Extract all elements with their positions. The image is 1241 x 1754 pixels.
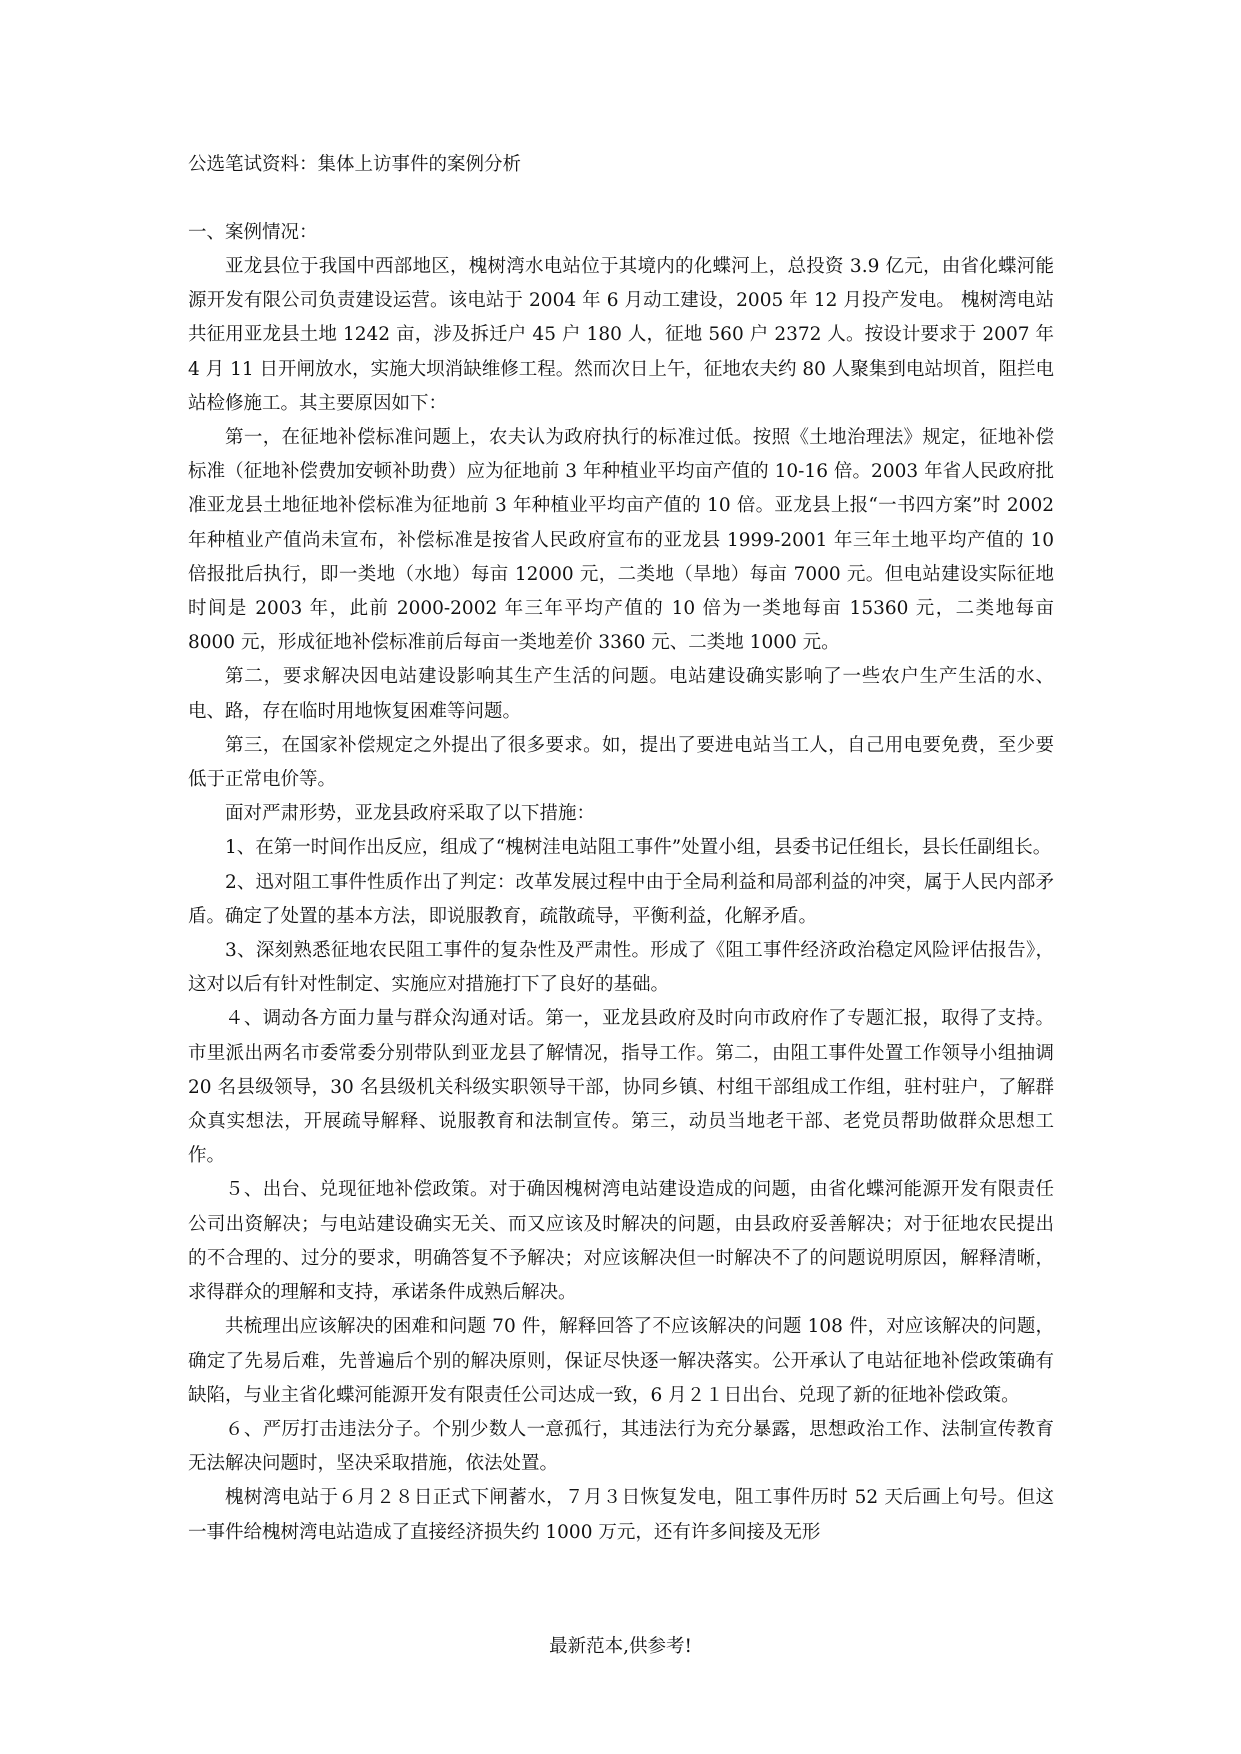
document-title: 公选笔试资料：集体上访事件的案例分析 (188, 154, 522, 175)
paragraph-reason-one: 第一，在征地补偿标准问题上，农夫认为政府执行的标准过低。按照《土地治理法》规定，征地补偿标准（征地补偿费加安顿补助费）应为征地前 3 年种植业平均亩产值的 10-16 倍。2003 年省人民政府批准亚龙县土地征地补偿标准为征地前 3 年种植业平均亩产值的 10 倍。亚龙县上报“一书四方案”时 2002 年种植业产值尚未宣布，补偿标准是按省人民政府宣布的亚龙县 1999-2001 年三年土地平均产值的 10 倍报批后执行，即一类地（水地）每亩 12000 元，二类地（旱地）每亩 7000 元。但电站建设实际征地时间是 2003 年，此前 2000-2002 年三年平均产值的 10 倍为一类地每亩 15360 元，二类地每亩 8000 元，形成征地补偿标准前后每亩一类地差价 3360 元、二类地 1000 元。 (188, 427, 1054, 654)
paragraph-measure-3: 3、深刻熟悉征地农民阻工事件的复杂性及严肃性。形成了《阻工事件经济政治稳定风险评估报告》，这对以后有针对性制定、实施应对措施打下了良好的基础。 (188, 940, 1054, 996)
paragraph-measure-5-detail: 共梳理出应该解决的困难和问题 70 件，解释回答了不应该解决的问题 108 件，对应该解决的问题，确定了先易后难，先普遍后个别的解决原则，保证尽快逐一解决落实。公开承认了电站征地补偿政策确有缺陷，与业主省化蝶河能源开发有限责任公司达成一致，6 月２１日出台、兑现了新的征地补偿政策。 (188, 1316, 1054, 1406)
section-heading: 一、案例情况： (188, 222, 318, 243)
paragraph-measure-2: 2、迅对阻工事件性质作出了判定：改革发展过程中由于全局利益和局部利益的冲突，属于人民内部矛盾。确定了处置的基本方法，即说服教育，疏散疏导，平衡利益，化解矛盾。 (188, 871, 1054, 927)
paragraph-measure-5: ５、出台、兑现征地补偿政策。对于确因槐树湾电站建设造成的问题，由省化蝶河能源开发有限责任公司出资解决；与电站建设确实无关、而又应该及时解决的问题，由县政府妥善解决；对于征地农民提出的不合理的、过分的要求，明确答复不予解决；对应该解决但一时解决不了的问题说明原因，解释清晰，求得群众的理解和支持，承诺条件成熟后解决。 (188, 1179, 1054, 1304)
paragraph-reason-two: 第二，要求解决因电站建设影响其生产生活的问题。电站建设确实影响了一些农户生产生活的水、电、路，存在临时用地恢复困难等问题。 (188, 666, 1054, 722)
page-footer: 最新范本,供参考! (549, 1636, 692, 1657)
paragraph-background: 亚龙县位于我国中西部地区，槐树湾水电站位于其境内的化蝶河上，总投资 3.9 亿元，由省化蝶河能源开发有限公司负责建设运营。该电站于 2004 年 6 月动工建设，2005 年 12 月投产发电。 槐树湾电站共征用亚龙县土地 1242 亩，涉及拆迁户 45 户 180 人，征地 560 户 2372 人。按设计要求于 2007 年 4 月 11 日开闸放水，实施大坝消缺维修工程。然而次日上午，征地农夫约 80 人聚集到电站坝首，阻拦电站检修施工。其主要原因如下： (188, 256, 1054, 414)
paragraph-measure-1: 1、在第一时间作出反应，组成了“槐树洼电站阻工事件”处置小组，县委书记任组长，县长任副组长。 (225, 837, 1052, 859)
paragraph-measures-intro: 面对严肃形势，亚龙县政府采取了以下措施： (225, 803, 596, 825)
paragraph-reason-three: 第三，在国家补偿规定之外提出了很多要求。如，提出了要进电站当工人，自己用电要免费，至少要低于正常电价等。 (188, 734, 1054, 791)
paragraph-outcome: 槐树湾电站于６月２８日正式下闸蓄水，７月３日恢复发电，阻工事件历时 52 天后画上句号。但这一事件给槐树湾电站造成了直接经济损失约 1000 万元，还有许多间接及无形 (188, 1487, 1054, 1543)
document-body (188, 148, 1054, 1550)
paragraph-measure-6: ６、严厉打击违法分子。个别少数人一意孤行，其违法行为充分暴露，思想政治工作、法制宣传教育无法解决问题时，坚决采取措施，依法处置。 (188, 1418, 1054, 1475)
paragraph-measure-4: ４、调动各方面力量与群众沟通对话。第一，亚龙县政府及时向市政府作了专题汇报，取得了支持。市里派出两名市委常委分别带队到亚龙县了解情况，指导工作。第二，由阻工事件处置工作领导小组抽调 20 名县级领导，30 名县级机关科级实职领导干部，协同乡镇、村组干部组成工作组，驻村驻户，了解群众真实想法，开展疏导解释、说服教育和法制宣传。第三，动员当地老干部、老党员帮助做群众思想工作。 (188, 1008, 1054, 1167)
